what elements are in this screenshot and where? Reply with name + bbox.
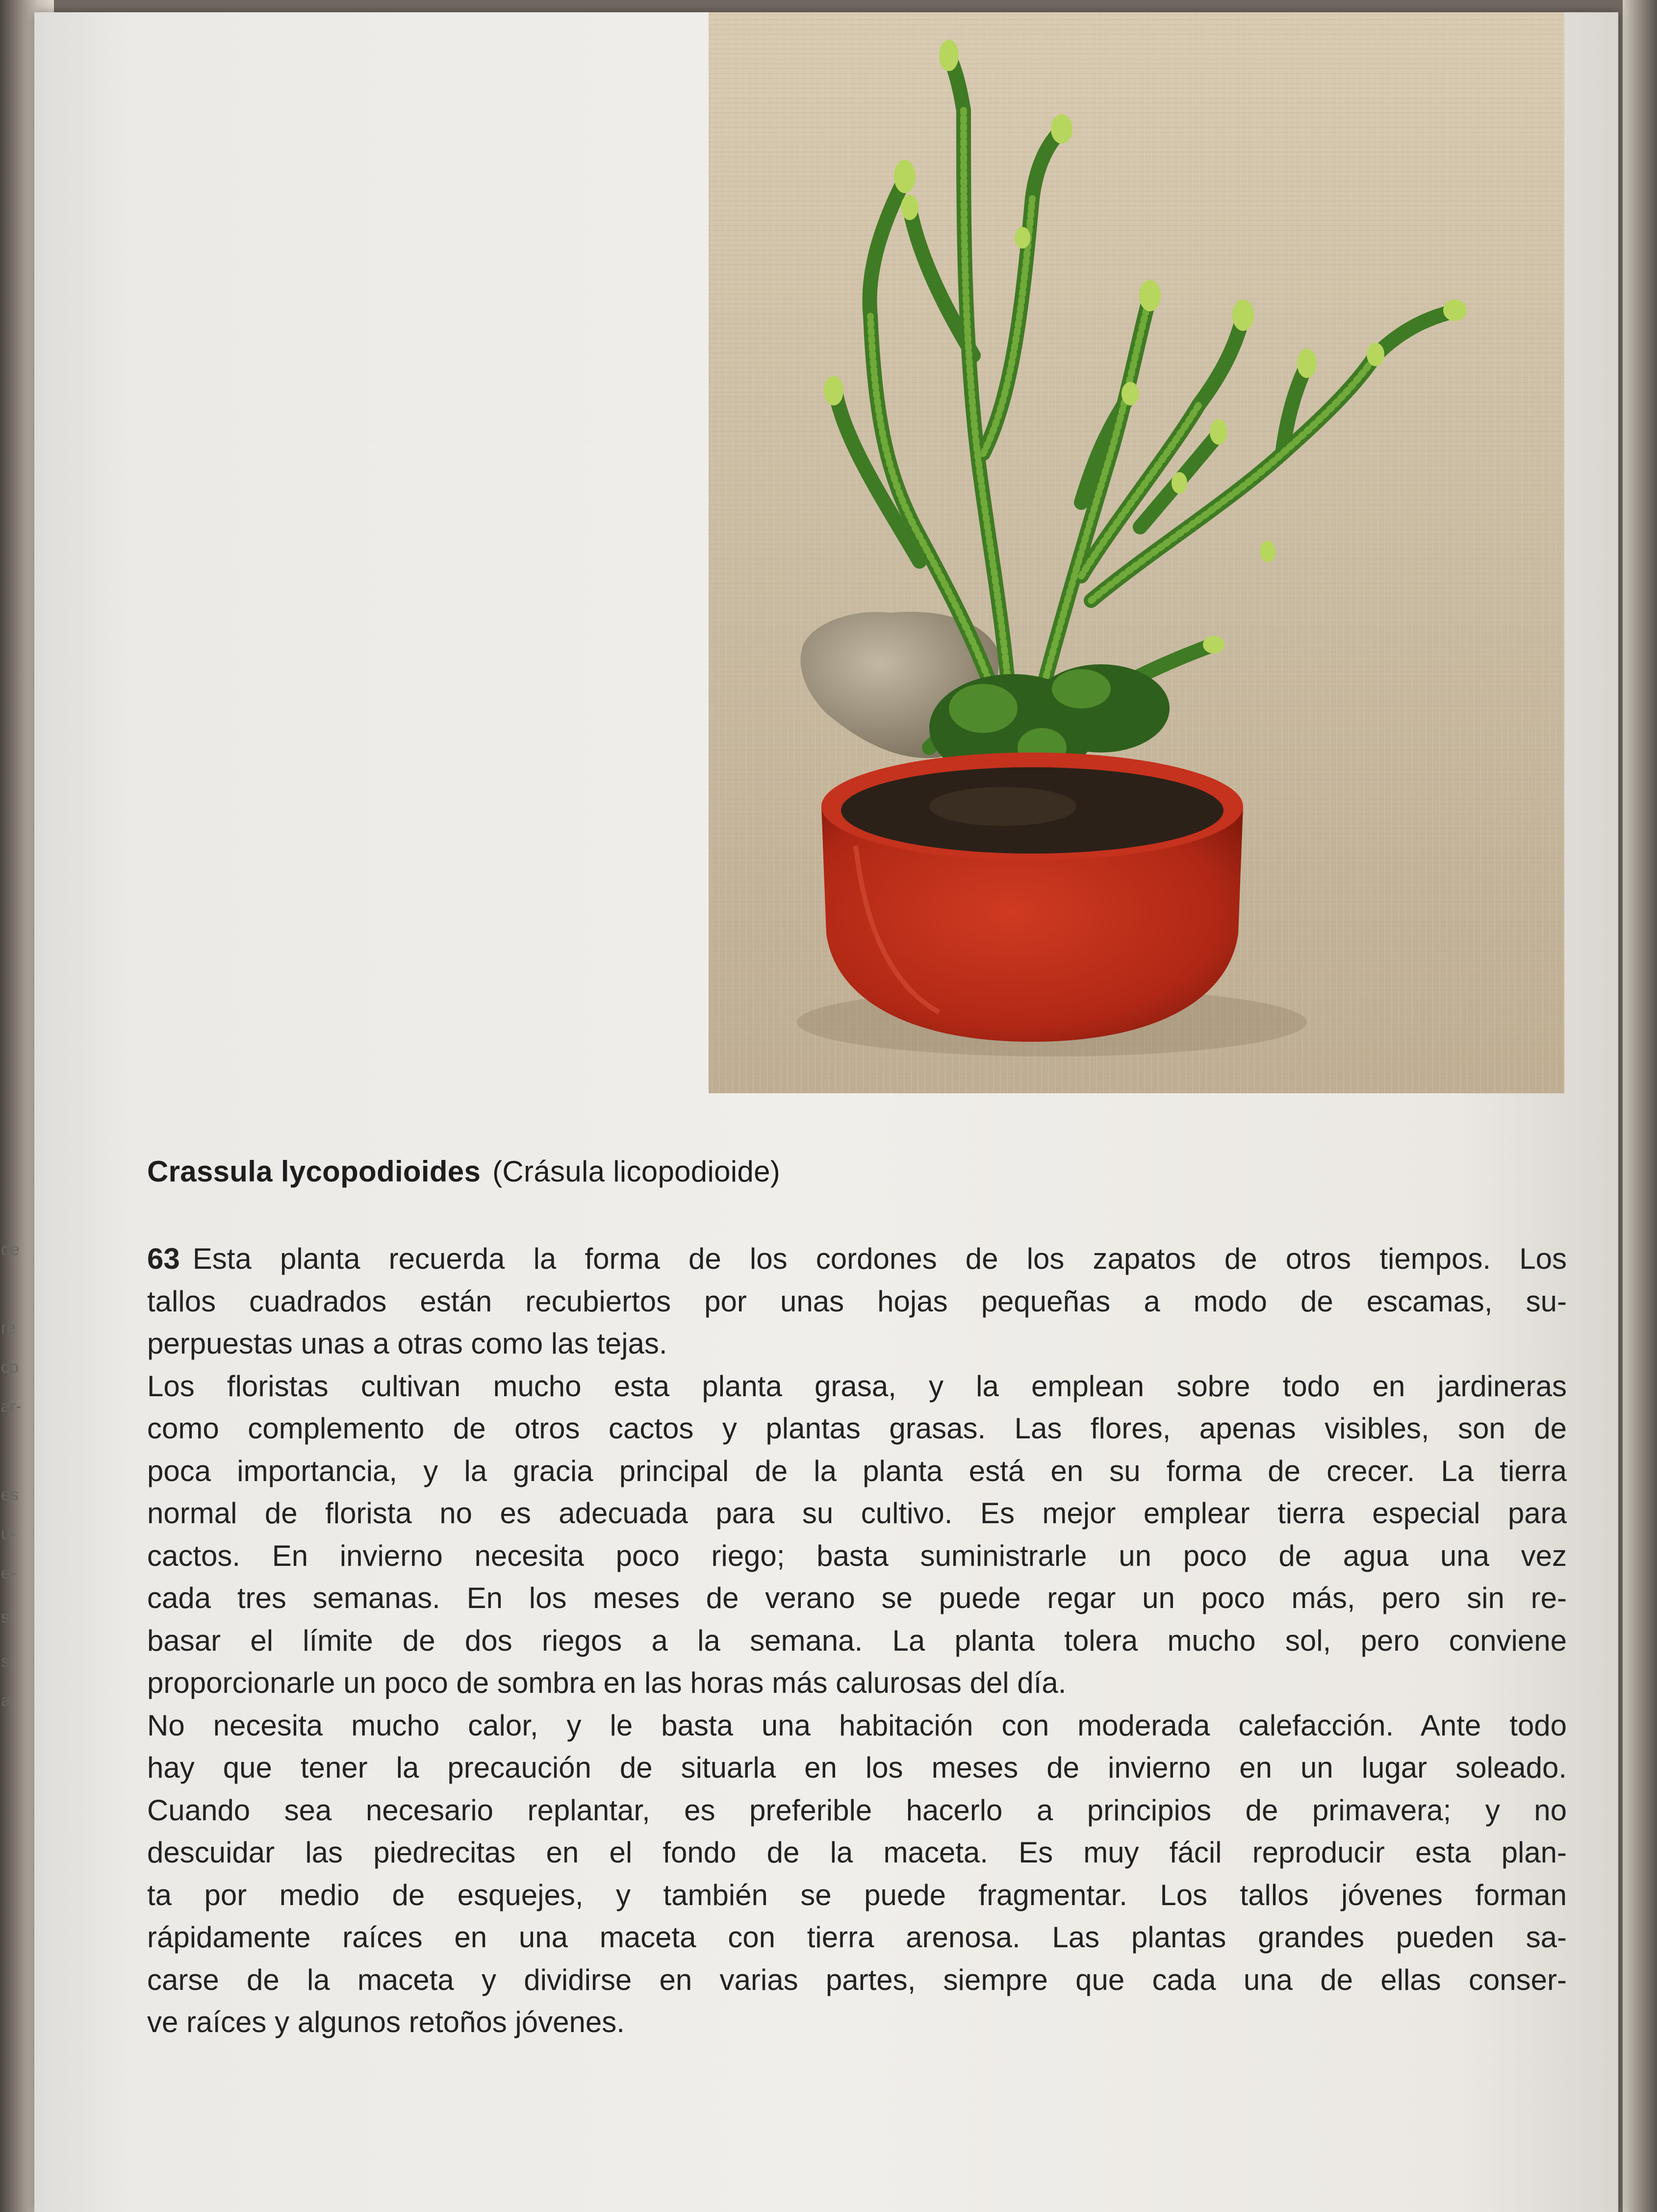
entry-number: 63	[147, 1242, 180, 1275]
text-line: hay que tener la precaución de situarla en los meses de invierno en un lugar soleado.	[147, 1751, 1567, 1784]
text-line: basar el límite de dos riegos a la semana. La planta tolera mucho sol, pero conviene	[147, 1624, 1567, 1657]
text-line: perpuestas unas a otras como las tejas.	[147, 1327, 667, 1360]
scientific-name: Crassula lycopodioides	[147, 1155, 481, 1188]
entry-title	[147, 1155, 780, 1188]
text-line: poca importancia, y la gracia principal de la planta está en su forma de crecer. La tierra	[147, 1454, 1567, 1487]
page-fragment: u-	[1, 1525, 16, 1543]
page-fragment: e-	[1, 1564, 16, 1583]
text-line: cada tres semanas. En los meses de verano se puede regar un poco más, pero sin re-	[147, 1582, 1567, 1614]
text-line: cactos. En invierno necesita poco riego; basta suministrarle un poco de agua una vez	[147, 1539, 1567, 1572]
paragraph	[147, 1365, 1567, 1705]
paragraph	[147, 1705, 1567, 2044]
text-line: tallos cuadrados están recubiertos por unas hojas pequeñas a modo de escamas, su-	[147, 1284, 1567, 1318]
text-line: descuidar las piedrecitas en el fondo de la maceta. Es muy fácil reproducir esta plan-	[147, 1836, 1567, 1869]
page-fragment: co	[1, 1358, 19, 1377]
plant-photo	[709, 12, 1564, 1093]
paragraph	[147, 1238, 1567, 1365]
text-line: No necesita mucho calor, y le basta una habitación con moderada calefacción. Ante todo	[147, 1709, 1567, 1742]
text-line: como complemento de otros cactos y plantas grasas. Las flores, apenas visibles, son de	[147, 1412, 1567, 1445]
text-line: Los floristas cultivan mucho esta planta grasa, y la emplean sobre todo en jardineras	[147, 1369, 1567, 1403]
page-fragment: re	[1, 1319, 16, 1337]
entry-description	[147, 1238, 1567, 2044]
common-name: (Crásula licopodioide)	[492, 1155, 781, 1188]
text-line: Cuando sea necesario replantar, es preferible hacerlo a principios de primavera; y no	[147, 1793, 1567, 1827]
text-line: 63 Esta planta recuerda la forma de los cordones de los zapatos de otros tiempos. Los	[147, 1242, 1567, 1275]
book-page	[34, 12, 1618, 2212]
next-page-edge	[1623, 0, 1657, 2212]
text-line: ta por medio de esquejes, y también se puede fragmentar. Los tallos jóvenes forman	[147, 1878, 1567, 1911]
page-fragment: s	[1, 1652, 9, 1671]
text-line: normal de florista no es adecuada para su cultivo. Es mejor emplear tierra especial para	[147, 1497, 1567, 1530]
page-fragment: s	[1, 1608, 9, 1627]
text-line: carse de la maceta y dividirse en varias partes, siempre que cada una de ellas conser-	[147, 1963, 1567, 1996]
text-line: proporcionarle un poco de sombra en las horas más calurosas del día.	[147, 1666, 1067, 1699]
text-line: rápidamente raíces en una maceta con tierra arenosa. Las plantas grandes pueden sa-	[147, 1921, 1567, 1954]
text-line: ve raíces y algunos retoños jóvenes.	[147, 2006, 625, 2038]
page-fragment: de	[1, 1240, 20, 1259]
page-fragment: ar-	[1, 1397, 22, 1416]
page-fragment: es	[1, 1485, 19, 1504]
page-fragment: a	[1, 1691, 10, 1710]
